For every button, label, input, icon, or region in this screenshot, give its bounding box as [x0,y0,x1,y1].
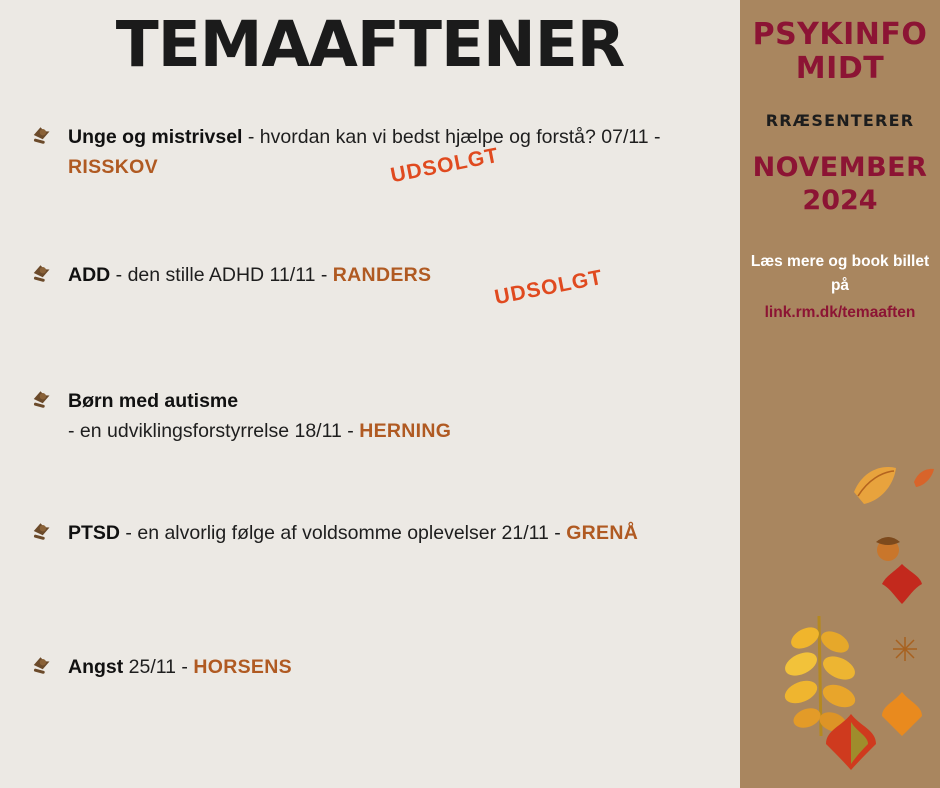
list-item [24,652,740,712]
event-title: Angst [68,656,124,679]
leaf-icon [892,636,918,666]
event-description: - en alvorlig følge af voldsomme oplevelser 21/11 - [120,522,567,545]
pushpin-icon [30,124,56,150]
year-label: 2024 [802,184,878,216]
event-description: - den stille ADHD 11/11 - [110,264,333,287]
booking-info [750,250,930,326]
event-text [68,260,708,290]
pushpin-icon [30,262,56,288]
page-title: TEMAAFTENER [115,8,625,81]
event-text [68,652,708,682]
event-title: Børn med autisme [68,390,239,413]
event-description: - hvordan kan vi bedst hjælpe og forstå? 07/11 - [242,126,661,149]
status-badge: UDSOLGT [388,143,501,188]
leaf-icon [880,562,924,610]
list-item [24,386,740,496]
leaf-icon [880,690,924,742]
brand-line-1: PSYKINFO [752,17,928,52]
pushpin-icon [30,520,56,546]
event-title: PTSD [68,522,121,545]
sidebar [740,0,940,788]
leaf-icon [775,612,861,746]
brand-line-2: MIDT [795,50,885,86]
leaf-icon [912,466,936,494]
acorn-icon [872,528,904,566]
event-city: RISSKOV [68,156,158,179]
booking-link[interactable]: link.rm.dk/temaaften [764,304,916,322]
event-city: HERNING [359,420,452,443]
list-item [24,122,740,238]
presents-label: RRÆSENTERER [765,111,915,131]
list-item [24,518,740,630]
event-city: GRENÅ [566,522,639,545]
brand-title [750,18,930,85]
pushpin-icon [30,388,56,414]
pushpin-icon [30,654,56,680]
event-text [68,518,708,548]
leaf-icon [822,712,880,776]
leaf-icon [850,462,902,512]
event-list [0,122,740,712]
booking-info-text: Læs mere og book billet på [750,252,930,295]
event-title: Unge og mistrivsel [68,126,243,149]
event-text [68,122,708,182]
event-city: RANDERS [332,264,432,287]
status-badge: UDSOLGT [492,265,605,310]
event-title: ADD [68,264,111,287]
event-description: 25/11 - [123,656,194,679]
list-item [24,260,740,364]
event-description: - en udviklingsforstyrrelse 18/11 - [68,420,360,443]
event-text [68,386,708,446]
event-city: HORSENS [193,656,292,679]
month-label: NOVEMBER [752,152,928,184]
